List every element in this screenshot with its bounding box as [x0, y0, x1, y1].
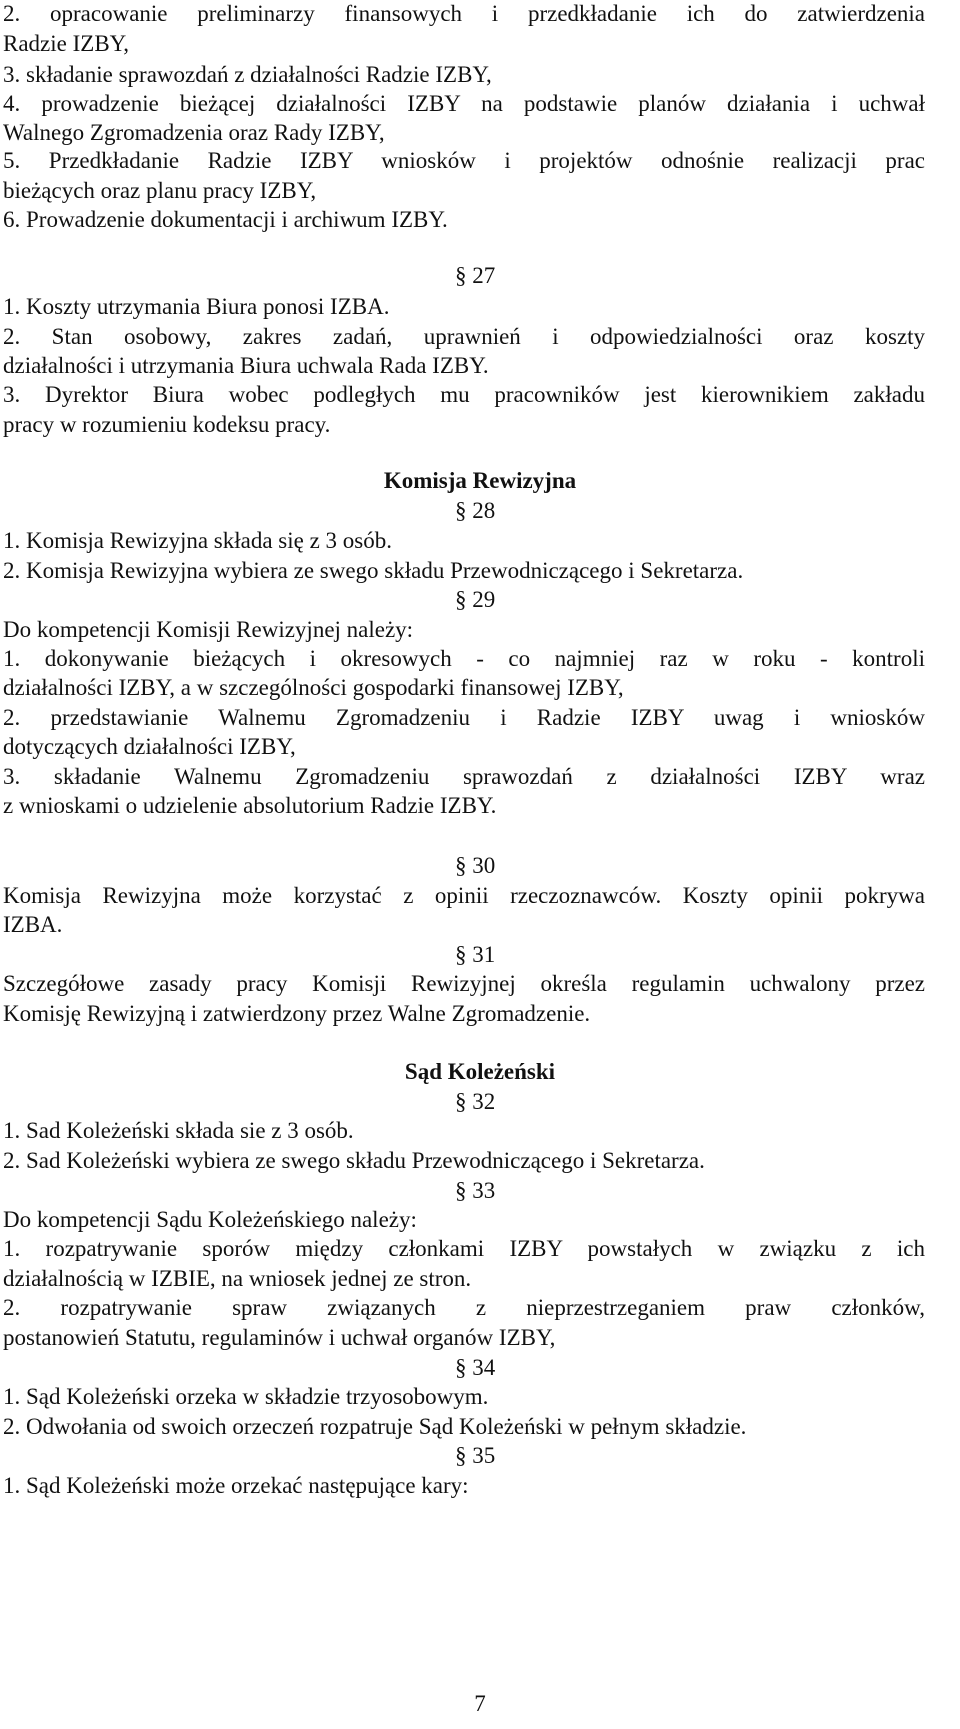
- text-line: 2. Komisja Rewizyjna wybiera ze swego składu Przewodniczącego i Sekretarza.: [3, 558, 744, 583]
- text-line: działalności IZBY, a w szczególności gospodarki finansowej IZBY,: [3, 675, 624, 700]
- section-number: § 32: [455, 1089, 496, 1114]
- section-number: § 35: [455, 1443, 496, 1468]
- text-line: z wnioskami o udzielenie absolutorium Radzie IZBY.: [3, 793, 497, 818]
- text-line: 4. prowadzenie bieżącej działalności IZBY na podstawie planów działania i uchwał: [3, 91, 925, 116]
- section-number: § 29: [455, 587, 496, 612]
- text-line: postanowień Statutu, regulaminów i uchwał organów IZBY,: [3, 1325, 556, 1350]
- text-line: 2. rozpatrywanie spraw związanych z nieprzestrzeganiem praw członków,: [3, 1295, 925, 1320]
- text-line: bieżących oraz planu pracy IZBY,: [3, 178, 317, 203]
- text-line: 6. Prowadzenie dokumentacji i archiwum IZBY.: [3, 207, 448, 232]
- text-line: Radzie IZBY,: [3, 31, 130, 56]
- section-heading-komisja: Komisja Rewizyjna: [383, 468, 577, 493]
- text-line: 2. Sad Koleżeński wybiera ze swego składu Przewodniczącego i Sekretarza.: [3, 1148, 705, 1173]
- text-line: Walnego Zgromadzenia oraz Rady IZBY,: [3, 120, 385, 145]
- text-line: Komisja Rewizyjna może korzystać z opinii rzeczoznawców. Koszty opinii pokrywa: [3, 883, 925, 908]
- section-number: § 34: [455, 1355, 496, 1380]
- text-line: Do kompetencji Komisji Rewizyjnej należy:: [3, 617, 414, 642]
- text-line: Szczegółowe zasady pracy Komisji Rewizyjnej określa regulamin uchwalony przez: [3, 971, 925, 996]
- section-number: § 30: [455, 853, 496, 878]
- text-line: Do kompetencji Sądu Koleżeńskiego należy:: [3, 1207, 417, 1232]
- page-number: 7: [474, 1691, 486, 1716]
- text-line: 1. rozpatrywanie sporów między członkami IZBY powstałych w związku z ich: [3, 1236, 925, 1261]
- section-number: § 33: [455, 1178, 496, 1203]
- text-line: 1. Sad Koleżeński składa sie z 3 osób.: [3, 1118, 354, 1143]
- section-number: § 28: [455, 498, 496, 523]
- text-line: 1. dokonywanie bieżących i okresowych - co najmniej raz w roku - kontroli: [3, 646, 925, 671]
- text-line: 5. Przedkładanie Radzie IZBY wniosków i projektów odnośnie realizacji prac: [3, 148, 925, 173]
- text-line: IZBA.: [3, 912, 63, 937]
- text-line: działalnością w IZBIE, na wniosek jednej ze stron.: [3, 1266, 472, 1291]
- text-line: 3. składanie Walnemu Zgromadzeniu sprawozdań z działalności IZBY wraz: [3, 764, 925, 789]
- text-line: 1. Koszty utrzymania Biura ponosi IZBA.: [3, 294, 390, 319]
- text-line: Komisję Rewizyjną i zatwierdzony przez Walne Zgromadzenie.: [3, 1001, 591, 1026]
- text-line: 1. Sąd Koleżeński może orzekać następujące kary:: [3, 1473, 469, 1498]
- section-heading-sad: Sąd Koleżeński: [404, 1059, 556, 1084]
- text-line: 2. Stan osobowy, zakres zadań, uprawnień i odpowiedzialności oraz koszty: [3, 324, 925, 349]
- text-line: 3. składanie sprawozdań z działalności Radzie IZBY,: [3, 62, 492, 87]
- text-line: 1. Komisja Rewizyjna składa się z 3 osób.: [3, 528, 393, 553]
- section-number: § 27: [455, 263, 496, 288]
- text-line: 2. przedstawianie Walnemu Zgromadzeniu i Radzie IZBY uwag i wniosków: [3, 705, 925, 730]
- text-line: 2. Odwołania od swoich orzeczeń rozpatruje Sąd Koleżeński w pełnym składzie.: [3, 1414, 747, 1439]
- text-line: 3. Dyrektor Biura wobec podległych mu pracowników jest kierownikiem zakładu: [3, 382, 925, 407]
- text-line: dotyczących działalności IZBY,: [3, 734, 296, 759]
- section-number: § 31: [455, 942, 496, 967]
- text-line: pracy w rozumieniu kodeksu pracy.: [3, 412, 331, 437]
- text-line: działalności i utrzymania Biura uchwala Rada IZBY.: [3, 353, 489, 378]
- text-line: 2. opracowanie preliminarzy finansowych i przedkładanie ich do zatwierdzenia: [3, 1, 925, 26]
- text-line: 1. Sąd Koleżeński orzeka w składzie trzyosobowym.: [3, 1384, 489, 1409]
